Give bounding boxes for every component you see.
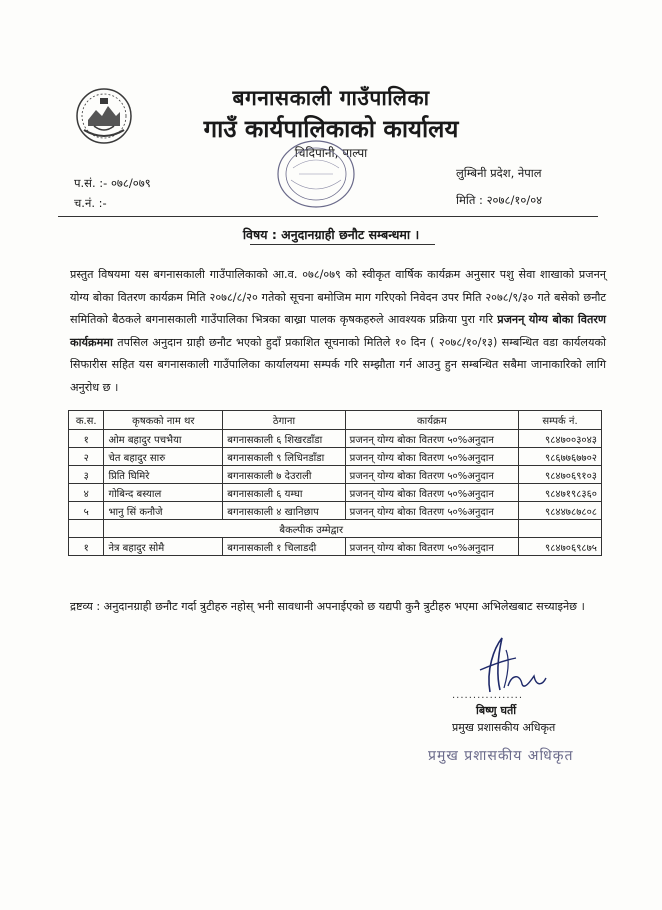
cell-sn: ३ [69, 466, 104, 484]
cell-program: प्रजनन् योग्य बोका वितरण ५०%अनुदान [345, 538, 518, 556]
cell-contact: ९८६७७६७७०२ [519, 448, 602, 466]
cell-address: बगनासकाली ६ यम्घा [223, 484, 345, 502]
cell-contact: ९८४७०६९८७५ [519, 538, 602, 556]
cell-program: प्रजनन् योग्य बोका वितरण ५०%अनुदान [345, 448, 518, 466]
cell-program: प्रजनन् योग्य बोका वितरण ५०%अनुदान [345, 502, 518, 520]
office-location: चिदिपानी, पाल्पा [294, 146, 368, 160]
table-header-row [69, 411, 602, 430]
cell-name: भानु सिं कनौजे [104, 502, 223, 520]
col-header-contact: सम्पर्क नं. [519, 411, 602, 430]
letter-date: मिति : २०७८/१०/०४ [456, 193, 543, 207]
cell-address: बगनासकाली ७ देउराली [223, 466, 345, 484]
cell-empty [69, 520, 104, 538]
cell-name: प्रिति घिमिरे [104, 466, 223, 484]
org-name: बगनासकाली गाउँपालिका [232, 86, 430, 110]
cell-sn: २ [69, 448, 104, 466]
col-header-sn: क.स. [69, 411, 104, 430]
body-paragraph [70, 264, 606, 399]
signature-line: ................. [452, 690, 524, 701]
table-row [69, 484, 602, 502]
table-row [69, 538, 602, 556]
cell-address: बगनासकाली ४ खानिछाप [223, 502, 345, 520]
alternate-candidate-heading-row [69, 520, 602, 538]
designation-stamp: प्रमुख प्रशासकीय अधिकृत [428, 748, 574, 764]
cell-name: ओम बहादुर पचभैया [104, 430, 223, 448]
table-row [69, 448, 602, 466]
cell-program: प्रजनन् योग्य बोका वितरण ५०%अनुदान [345, 430, 518, 448]
cell-address: बगनासकाली ९ लिधिनडाँडा [223, 448, 345, 466]
body-text-bold: प्रजनन् योग्य बोका वितरण कार्यक्रममा [70, 313, 606, 349]
subject-underline [250, 244, 435, 245]
cell-contact: ९८४७०६९१०३ [519, 466, 602, 484]
cell-contact: ९८४७१९८३६० [519, 484, 602, 502]
cell-empty [519, 520, 602, 538]
signatory-name: बिष्णु घर्ती [476, 704, 517, 717]
cell-sn: १ [69, 430, 104, 448]
cell-address: बगनासकाली ६ शिखरडाँडा [223, 430, 345, 448]
cell-name: नेत्र बहादुर सोमै [104, 538, 223, 556]
table-row [69, 502, 602, 520]
dispatch-number: च.नं. :- [74, 196, 107, 210]
col-header-program: कार्यक्रम [345, 411, 518, 430]
cell-sn: ४ [69, 484, 104, 502]
alternate-candidate-label: बैकल्पीक उम्मेद्वार [104, 520, 519, 538]
header-divider [58, 216, 598, 217]
body-text-part1: प्रस्तुत विषयमा यस बगनासकाली गाउँपालिकाको आ.व. ०७८/०७९ को स्वीकृत वार्षिक कार्यक्रम अनुसार पशु सेवा शाखाको प्रजनन् योग्य बोका वितरण कार्यक्रम मिति २०७८/८/२० गतेको सूचना बमोजिम माग गरिएको निवेदन उपर मिति २०७८/९/३० गते बसेको छनौट समितिको बैठकले बगनासकाली गाउँपालिका भित्रका बाख्रा पालक कृषकहरुले आवश्यक प्रक्रिया पुरा गरि [70, 268, 606, 326]
beneficiary-table [68, 410, 602, 556]
subject-line: विषय : अनुदानग्राही छनौट सम्बन्धमा । [242, 227, 420, 242]
note-paragraph: द्रष्टव्य : अनुदानग्राही छनौट गर्दा त्रुटीहरु नहोस् भनी सावधानी अपनाईएको छ यद्यपी कुनै त्रुटीहरु भएमा अभिलेखबाट सच्याइनेछ । [70, 600, 585, 613]
province-line: लुम्बिनी प्रदेश, नेपाल [456, 166, 542, 180]
cell-address: बगनासकाली १ चिलाडदी [223, 538, 345, 556]
cell-name: चेत बहादुर सारु [104, 448, 223, 466]
signatory-title: प्रमुख प्रशासकीय अधिकृत [452, 721, 556, 734]
col-header-address: ठेगाना [223, 411, 345, 430]
office-name: गाउँ कार्यपालिकाको कार्यालय [203, 115, 459, 143]
cell-program: प्रजनन् योग्य बोका वितरण ५०%अनुदान [345, 484, 518, 502]
cell-contact: ९८४७००३०४३ [519, 430, 602, 448]
body-text-part2: तपसिल अनुदान ग्राही छनौट भएको हुदाँ प्रकाशित सूचनाको मितिले १० दिन ( २०७८/१०/१३) सम्बन्धित वडा कार्यलयको सिफारीस सहित यस बगनासकाली गाउँपालिका कार्यालयमा सम्पर्क गरि सम्झौता गर्न आउनु हुन सम्बन्धित सबैमा जानाकारिको लागि अनुरोध छ । [70, 335, 606, 394]
table-row [69, 430, 602, 448]
cell-contact: ९८४४७८७८०८ [519, 502, 602, 520]
office-seal [275, 138, 357, 210]
reference-number: प.सं. :- ०७८/०७९ [74, 176, 151, 190]
cell-name: गोबिन्द बस्याल [104, 484, 223, 502]
col-header-name: कृषकको नाम थर [104, 411, 223, 430]
cell-sn: १ [69, 538, 104, 556]
cell-sn: ५ [69, 502, 104, 520]
table-row [69, 466, 602, 484]
cell-program: प्रजनन् योग्य बोका वितरण ५०%अनुदान [345, 466, 518, 484]
